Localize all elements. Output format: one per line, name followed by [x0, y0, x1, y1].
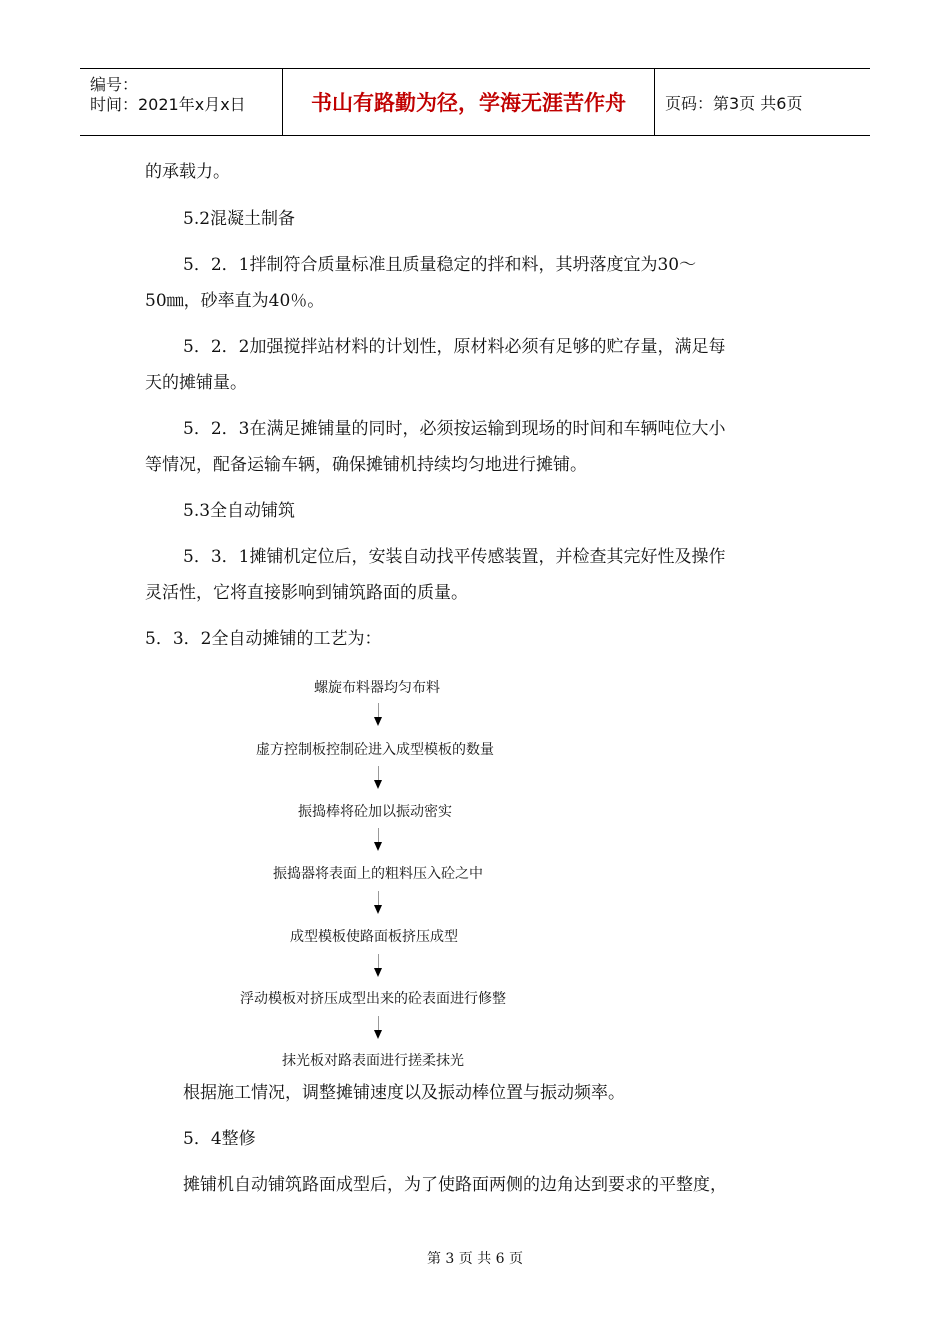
paragraph-line: 5．3．2全自动摊铺的工艺为： — [145, 629, 382, 649]
flow-step: 抹光板对路表面进行搓柔抹光 — [282, 1053, 464, 1069]
paragraph-line: 天的摊铺量。 — [145, 373, 247, 393]
header-page-info: 页码：第3页 共6页 — [665, 93, 803, 113]
paragraph-line: 5．2．3在满足摊铺量的同时，必须按运输到现场的时间和车辆吨位大小 — [183, 419, 726, 439]
paragraph-line: 摊铺机自动铺筑路面成型后，为了使路面两侧的边角达到要求的平整度， — [183, 1175, 727, 1195]
flow-step: 螺旋布料器均匀布料 — [314, 680, 440, 696]
flow-step: 成型模板使路面板挤压成型 — [290, 929, 458, 945]
paragraph-line: 等情况，配备运输车辆，确保摊铺机持续均匀地进行摊铺。 — [145, 455, 587, 475]
section-heading: 5．4整修 — [183, 1129, 256, 1149]
paragraph-line: 的承载力。 — [145, 162, 230, 182]
header-motto: 书山有路勤为径，学海无涯苦作舟 — [283, 69, 655, 135]
header-meta — [80, 69, 283, 135]
paragraph-line: 根据施工情况，调整摊铺速度以及振动棒位置与振动频率。 — [183, 1083, 625, 1103]
page-footer: 第 3 页 共 6 页 — [426, 1251, 524, 1267]
flow-step: 振捣棒将砼加以振动密实 — [298, 804, 452, 820]
section-heading: 5.2混凝土制备 — [183, 209, 296, 229]
paragraph-line: 5．3．1摊铺机定位后，安装自动找平传感装置，并检查其完好性及操作 — [183, 547, 726, 567]
paragraph-line: 5．2．2加强搅拌站材料的计划性，原材料必须有足够的贮存量，满足每 — [183, 337, 726, 357]
flow-step: 振捣器将表面上的粗料压入砼之中 — [273, 866, 483, 882]
section-heading: 5.3全自动铺筑 — [183, 501, 296, 521]
page-header — [80, 68, 870, 136]
date-label: 时间：2021年x月x日 — [90, 95, 246, 114]
paragraph-line: 50㎜，砂率直为40％。 — [145, 291, 325, 311]
number-label: 编号： — [90, 75, 139, 94]
flow-step: 浮动模板对挤压成型出来的砼表面进行修整 — [240, 991, 506, 1007]
paragraph-line: 5．2．1拌制符合质量标准且质量稳定的拌和料，其坍落度宜为30～ — [183, 255, 697, 275]
flow-step: 虚方控制板控制砼进入成型模板的数量 — [256, 742, 494, 758]
paragraph-line: 灵活性，它将直接影响到铺筑路面的质量。 — [145, 583, 468, 603]
